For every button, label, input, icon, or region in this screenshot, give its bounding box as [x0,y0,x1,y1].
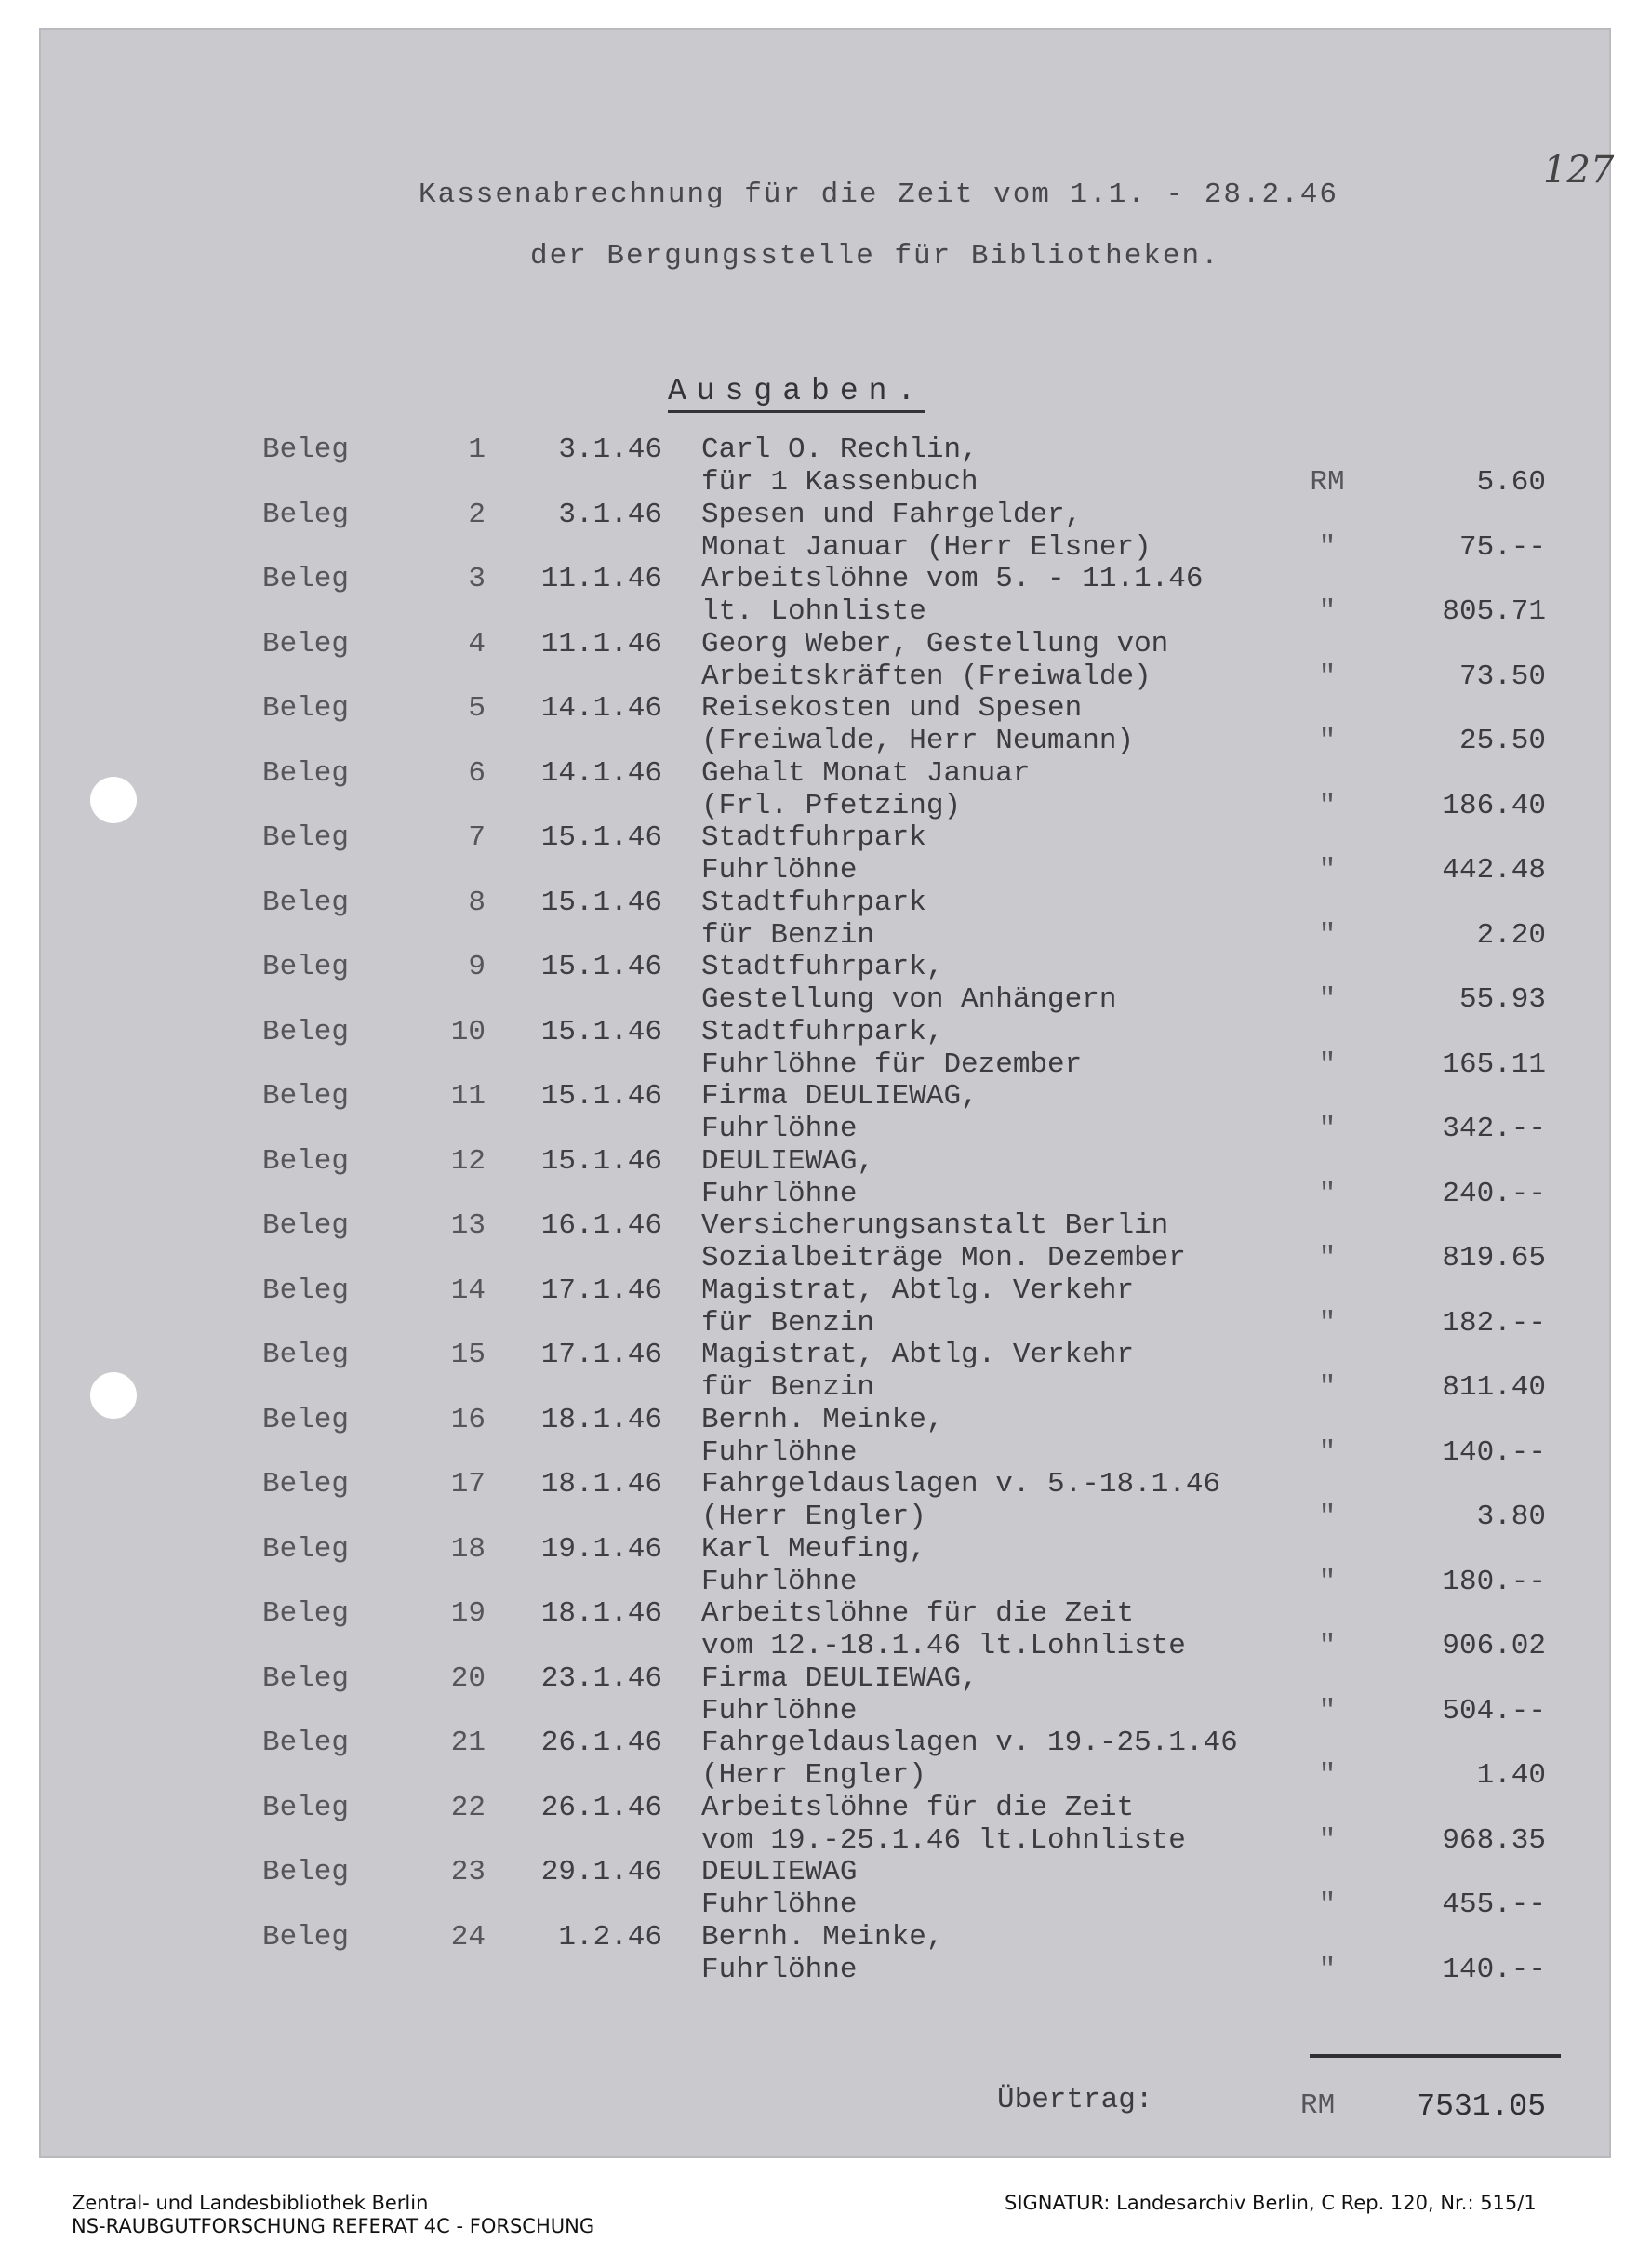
entry-description-detail: Arbeitskräften (Freiwalde) [701,660,1152,693]
footer-signature: SIGNATUR: Landesarchiv Berlin, C Rep. 120, Nr.: 515/1 [1005,2192,1537,2214]
entry-number: 4 [468,628,486,660]
entry-amount: 75.-- [1458,531,1546,564]
expense-entry [39,628,1611,693]
entry-amount: 180.-- [1442,1566,1546,1598]
document-subtitle: der Bergungsstelle für Bibliotheken. [530,240,1220,273]
entry-description: Bernh. Meinke, [701,1404,944,1436]
entry-description-detail: Fuhrlöhne [701,1566,858,1598]
entry-date: 11.1.46 [540,563,662,595]
entry-description: Arbeitslöhne für die Zeit [701,1597,1135,1630]
entry-currency: " [1318,1113,1337,1145]
entry-currency: " [1318,1954,1337,1986]
entry-date: 1.2.46 [558,1921,662,1954]
entry-label: Beleg [262,757,350,790]
entry-currency: " [1318,1501,1337,1533]
entry-currency: " [1318,1048,1337,1081]
document-sheet [39,28,1615,2158]
entry-number: 12 [450,1145,486,1178]
entry-description-detail: Fuhrlöhne [701,1954,858,1986]
entry-number: 21 [450,1727,486,1759]
expense-entry [39,1209,1611,1274]
entry-description: Bernh. Meinke, [701,1921,944,1954]
expense-entry [39,1145,1611,1210]
entry-description: Firma DEULIEWAG, [701,1080,979,1113]
entry-date: 14.1.46 [540,757,662,790]
entry-amount: 73.50 [1458,660,1546,693]
entry-description: Karl Meufing, [701,1533,926,1566]
entry-description-detail: vom 19.-25.1.46 lt.Lohnliste [701,1824,1186,1857]
entry-description: Stadtfuhrpark [701,887,926,919]
entry-currency: " [1318,1242,1337,1274]
entry-label: Beleg [262,628,350,660]
entry-date: 15.1.46 [540,887,662,919]
footer-department: NS-RAUBGUTFORSCHUNG REFERAT 4C - FORSCHUNG [72,2215,595,2237]
entry-amount: 342.-- [1442,1113,1546,1145]
entry-description-detail: für Benzin [701,1307,875,1340]
entry-label: Beleg [262,887,350,919]
entry-description: DEULIEWAG [701,1856,858,1888]
expense-entry [39,1792,1611,1857]
entry-description: Spesen und Fahrgelder, [701,499,1083,531]
entry-number: 17 [450,1468,486,1501]
entry-amount: 5.60 [1476,466,1546,499]
entry-amount: 504.-- [1442,1695,1546,1728]
entry-number: 7 [468,821,486,854]
entry-amount: 140.-- [1442,1436,1546,1469]
entry-number: 20 [450,1662,486,1695]
entry-description-detail: (Herr Engler) [701,1759,926,1792]
entry-number: 24 [450,1921,486,1954]
entry-date: 15.1.46 [540,1145,662,1178]
entry-number: 8 [468,887,486,919]
entry-currency: " [1318,1888,1337,1921]
entry-currency: " [1318,595,1337,628]
footer-right [1005,2192,1537,2215]
entry-amount: 2.20 [1476,919,1546,952]
entry-number: 16 [450,1404,486,1436]
entry-description-detail: (Freiwalde, Herr Neumann) [701,725,1135,757]
entry-currency: " [1318,531,1337,564]
expense-entry [39,821,1611,887]
carry-over-label: Übertrag: [997,2084,1153,2116]
entry-description-detail: vom 12.-18.1.46 lt.Lohnliste [701,1630,1186,1662]
entry-label: Beleg [262,1662,350,1695]
entry-date: 18.1.46 [540,1468,662,1501]
entry-description: Stadtfuhrpark, [701,951,944,983]
entry-label: Beleg [262,1080,350,1113]
entry-label: Beleg [262,434,350,466]
entry-label: Beleg [262,1016,350,1048]
entry-date: 11.1.46 [540,628,662,660]
entry-description-detail: Monat Januar (Herr Elsner) [701,531,1152,564]
expense-entry [39,1856,1611,1921]
entry-currency: " [1318,1178,1337,1210]
entry-date: 29.1.46 [540,1856,662,1888]
entry-description: Reisekosten und Spesen [701,692,1083,725]
entry-currency: " [1318,1695,1337,1728]
entry-description-detail: Sozialbeiträge Mon. Dezember [701,1242,1186,1274]
expense-entry [39,1339,1611,1404]
entry-date: 15.1.46 [540,821,662,854]
entry-description-detail: für Benzin [701,919,875,952]
entry-currency: " [1318,983,1337,1016]
entry-label: Beleg [262,1533,350,1566]
entry-description: Carl O. Rechlin, [701,434,979,466]
entry-amount: 3.80 [1476,1501,1546,1533]
entry-currency: " [1318,919,1337,952]
entry-currency: " [1318,1371,1337,1404]
entry-description: Gehalt Monat Januar [701,757,1031,790]
entry-description-detail: Fuhrlöhne [701,854,858,887]
entry-currency: " [1318,854,1337,887]
expense-entry [39,1274,1611,1340]
entry-amount: 819.65 [1442,1242,1546,1274]
entry-number: 22 [450,1792,486,1824]
footer-institution: Zentral- und Landesbibliothek Berlin [72,2192,429,2214]
entry-description-detail: Fuhrlöhne [701,1888,858,1921]
entry-number: 2 [468,499,486,531]
expense-entry [39,1404,1611,1469]
entry-date: 15.1.46 [540,1016,662,1048]
entry-label: Beleg [262,1597,350,1630]
entry-description-detail: (Frl. Pfetzing) [701,790,962,822]
entry-description: Fahrgeldauslagen v. 5.-18.1.46 [701,1468,1221,1501]
carry-over-currency: RM [1300,2089,1336,2122]
entry-description: Arbeitslöhne für die Zeit [701,1792,1135,1824]
entry-description: Georg Weber, Gestellung von [701,628,1169,660]
entry-label: Beleg [262,1856,350,1888]
total-rule [1310,2054,1561,2058]
entry-description: Versicherungsanstalt Berlin [701,1209,1169,1242]
entry-date: 19.1.46 [540,1533,662,1566]
entry-description: Firma DEULIEWAG, [701,1662,979,1695]
entry-number: 11 [450,1080,486,1113]
entry-label: Beleg [262,821,350,854]
entry-label: Beleg [262,1209,350,1242]
entry-number: 6 [468,757,486,790]
entry-description-detail: Fuhrlöhne für Dezember [701,1048,1083,1081]
entry-currency: " [1318,1759,1337,1792]
carry-over-amount: 7531.05 [1417,2089,1546,2124]
entry-amount: 182.-- [1442,1307,1546,1340]
entry-date: 15.1.46 [540,951,662,983]
entry-label: Beleg [262,1468,350,1501]
entry-label: Beleg [262,499,350,531]
entry-amount: 140.-- [1442,1954,1546,1986]
entry-number: 18 [450,1533,486,1566]
entry-amount: 805.71 [1442,595,1546,628]
expense-entry [39,692,1611,757]
entry-amount: 186.40 [1442,790,1546,822]
entry-number: 19 [450,1597,486,1630]
entry-label: Beleg [262,1145,350,1178]
entry-description-detail: für Benzin [701,1371,875,1404]
entry-description-detail: (Herr Engler) [701,1501,926,1533]
entry-description-detail: Fuhrlöhne [701,1113,858,1145]
entry-label: Beleg [262,1727,350,1759]
entry-date: 16.1.46 [540,1209,662,1242]
entry-description: DEULIEWAG, [701,1145,875,1178]
entry-date: 26.1.46 [540,1792,662,1824]
entry-label: Beleg [262,692,350,725]
entry-currency: " [1318,790,1337,822]
entry-label: Beleg [262,1274,350,1307]
entry-number: 5 [468,692,486,725]
entry-currency: " [1318,725,1337,757]
expense-entry [39,1597,1611,1662]
expense-entry [39,1533,1611,1598]
expense-entry [39,757,1611,822]
expense-entry [39,887,1611,952]
entry-amount: 442.48 [1442,854,1546,887]
entry-amount: 240.-- [1442,1178,1546,1210]
expense-entry [39,434,1611,499]
entry-description-detail: Fuhrlöhne [701,1695,858,1728]
entry-description-detail: Fuhrlöhne [701,1178,858,1210]
entry-date: 3.1.46 [558,434,662,466]
entry-amount: 455.-- [1442,1888,1546,1921]
entry-date: 17.1.46 [540,1339,662,1371]
expense-entry [39,1468,1611,1533]
entry-date: 3.1.46 [558,499,662,531]
expense-entry [39,563,1611,628]
expense-entry [39,951,1611,1016]
entry-description: Magistrat, Abtlg. Verkehr [701,1274,1135,1307]
entry-description: Magistrat, Abtlg. Verkehr [701,1339,1135,1371]
entry-label: Beleg [262,1339,350,1371]
entry-amount: 906.02 [1442,1630,1546,1662]
entry-number: 1 [468,434,486,466]
entry-description: Stadtfuhrpark, [701,1016,944,1048]
entry-description-detail: Fuhrlöhne [701,1436,858,1469]
expense-entry [39,1662,1611,1728]
entry-description-detail: lt. Lohnliste [701,595,926,628]
entry-number: 13 [450,1209,486,1242]
entry-currency: " [1318,1436,1337,1469]
entry-date: 14.1.46 [540,692,662,725]
expense-entry [39,1080,1611,1145]
entry-number: 23 [450,1856,486,1888]
entry-currency: " [1318,1630,1337,1662]
entry-amount: 968.35 [1442,1824,1546,1857]
entry-label: Beleg [262,1921,350,1954]
entry-date: 15.1.46 [540,1080,662,1113]
entry-currency: " [1318,1824,1337,1857]
entry-amount: 165.11 [1442,1048,1546,1081]
expense-entry [39,1016,1611,1081]
entry-number: 15 [450,1339,486,1371]
entry-currency: " [1318,660,1337,693]
entry-description-detail: für 1 Kassenbuch [701,466,979,499]
entry-description-detail: Gestellung von Anhängern [701,983,1117,1016]
entry-amount: 55.93 [1458,983,1546,1016]
entry-description: Stadtfuhrpark [701,821,926,854]
entry-label: Beleg [262,563,350,595]
entry-label: Beleg [262,1404,350,1436]
entry-label: Beleg [262,1792,350,1824]
page-number: 127 [1543,149,1615,192]
entry-currency: " [1318,1307,1337,1340]
expense-entry [39,1727,1611,1792]
entry-amount: 25.50 [1458,725,1546,757]
entry-number: 14 [450,1274,486,1307]
entry-amount: 811.40 [1442,1371,1546,1404]
entry-description: Arbeitslöhne vom 5. - 11.1.46 [701,563,1204,595]
entry-date: 17.1.46 [540,1274,662,1307]
entry-number: 10 [450,1016,486,1048]
footer-left [72,2192,594,2238]
entry-currency: " [1318,1566,1337,1598]
expense-entry [39,1921,1611,1986]
entry-date: 26.1.46 [540,1727,662,1759]
entry-number: 3 [468,563,486,595]
entry-date: 18.1.46 [540,1404,662,1436]
entry-label: Beleg [262,951,350,983]
entry-description: Fahrgeldauslagen v. 19.-25.1.46 [701,1727,1238,1759]
entry-currency: RM [1310,466,1345,499]
entry-date: 18.1.46 [540,1597,662,1630]
document-title: Kassenabrechnung für die Zeit vom 1.1. - 28.2.46 [419,179,1338,211]
entry-number: 9 [468,951,486,983]
section-heading: Ausgaben. [668,374,925,413]
expense-entry [39,499,1611,564]
entry-date: 23.1.46 [540,1662,662,1695]
entry-amount: 1.40 [1476,1759,1546,1792]
